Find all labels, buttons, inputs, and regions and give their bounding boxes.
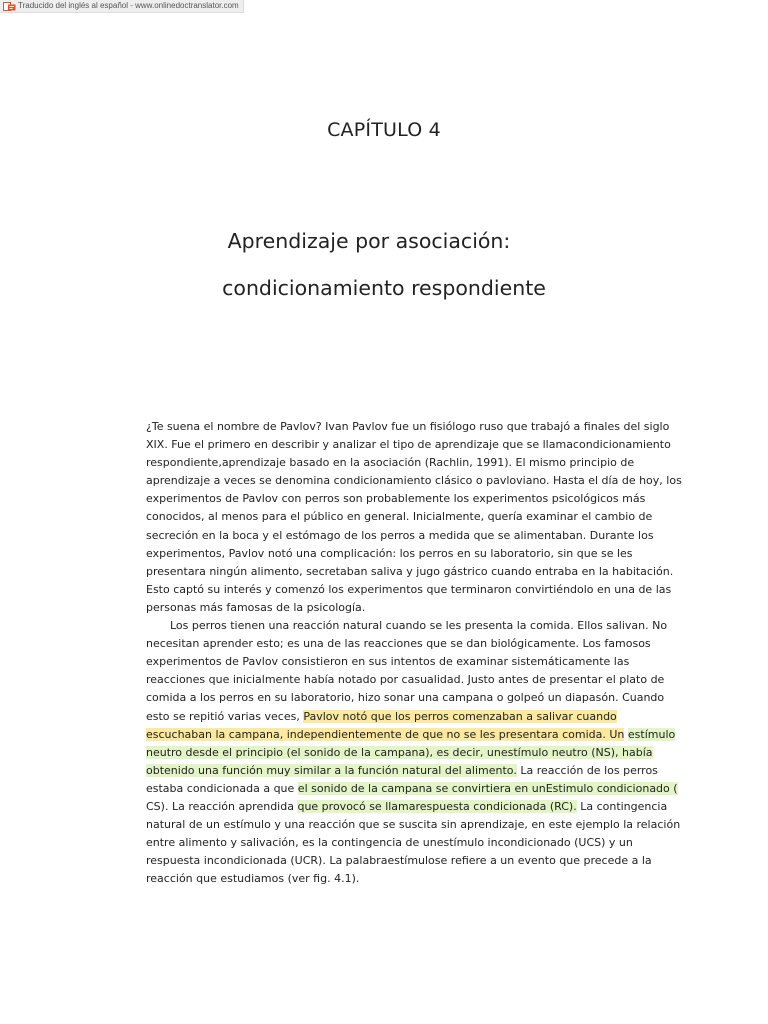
text-line: Los perros tienen una reacción natural cuando se les presenta la comida. Ellos salivan. No (170, 619, 668, 633)
text-segment: CS). La reacción aprendida (146, 799, 298, 813)
chapter-title-line-2: condicionamiento respondiente (222, 276, 546, 300)
text-line (146, 726, 676, 744)
text-line: respuesta incondicionada (UCR). La palabraestímulose refiere a un evento que precede a la (146, 854, 652, 868)
highlight-green: estímulo (627, 727, 676, 741)
translator-logo-icon (3, 2, 16, 11)
text-line: personas más famosas de la psicología. (146, 600, 366, 614)
text-line (146, 708, 636, 726)
text-line: necesitan aprender esto; es una de las reacciones que se dan biológicamente. Los famosos (146, 637, 651, 651)
text-line: comida a los perros en su laboratorio, hizo sonar una campana o golpeó un diapasón. Cuando (146, 691, 665, 705)
text-line: secreción en la boca y el estómago de los perros a medida que se alimentaban. Durante los (146, 528, 654, 542)
translator-banner[interactable] (0, 0, 244, 13)
text-segment: La reacción de los perros (516, 763, 658, 777)
text-line: Esto captó su interés y comenzó los experimentos que terminaron convirtiéndolo en una de las (146, 582, 672, 596)
text-segment: estaba condicionada a que (146, 781, 298, 795)
text-line: XIX. Fue el primero en describir y analizar el tipo de aprendizaje que se llamacondicionamiento (146, 438, 671, 452)
text-line: experimentos, Pavlov notó una complicación: los perros en su laboratorio, sin que se les (146, 546, 633, 560)
highlight-yellow: escuchaban la campana, independientemente de que no se les presentara comida. Un (146, 727, 625, 741)
chapter-title-line-1: Aprendizaje por asociación: (227, 229, 511, 253)
highlight-green: el sonido de la campana se convirtiera en unEstimulo condicionado ( (297, 781, 678, 795)
highlight-green: obtenido una función muy similar a la función natural del alimento. (146, 763, 517, 777)
highlight-green: neutro desde el principio (el sonido de la campana), es decir, unestímulo neutro (NS), había (146, 745, 653, 759)
text-line (146, 744, 653, 762)
text-line: experimentos de Pavlov consistieron en sus intentos de examinar sistemáticamente las (146, 655, 630, 669)
translator-banner-text[interactable]: Traducido del inglés al español - www.onlinedoctranslator.com (18, 1, 239, 10)
text-line: presentara ningún alimento, secretaban saliva y jugo gástrico cuando entraba en la habitación. (146, 564, 674, 578)
text-line: experimentos de Pavlov con perros son probablemente los experimentos psicológicos más (146, 492, 646, 506)
text-segment: La contingencia (576, 799, 668, 813)
paragraph-2 (146, 617, 681, 888)
text-line: entre alimento y salivación, es la contingencia de unestímulo incondicionado (UCS) y un (146, 836, 633, 850)
text-line: aprendizaje a veces se denomina condicionamiento clásico o pavloviano. Hasta el día de hoy, los (146, 474, 682, 488)
text-line: ¿Te suena el nombre de Pavlov? Ivan Pavlov fue un fisiólogo ruso que trabajó a finales del siglo (146, 420, 670, 433)
text-line: respondiente,aprendizaje basado en la asociación (Rachlin, 1991). El mismo principio de (146, 456, 635, 470)
highlight-green: que provocó se llamarespuesta condicionada (RC). (297, 799, 577, 813)
text-line (146, 780, 678, 798)
text-line: conocidos, al menos para el público en general. Inicialmente, quería examinar el cambio de (146, 510, 653, 524)
text-line (146, 798, 668, 816)
highlight-yellow: Pavlov notó que los perros comenzaban a salivar cuando (303, 709, 617, 723)
text-line: reacción que estudiamos (ver fig. 4.1). (146, 872, 360, 886)
text-line (146, 762, 658, 780)
text-segment: esto se repitió varias veces, (146, 709, 304, 723)
text-line: reacciones que inicialmente había notado por casualidad. Justo antes de presentar el plato de (146, 673, 665, 687)
chapter-heading: CAPÍTULO 4 (327, 119, 441, 141)
paragraph-1 (146, 418, 682, 617)
body-text (146, 418, 682, 888)
text-line: natural de un estímulo y una reacción que se suscita sin aprendizaje, en este ejemplo la relación (146, 818, 681, 832)
